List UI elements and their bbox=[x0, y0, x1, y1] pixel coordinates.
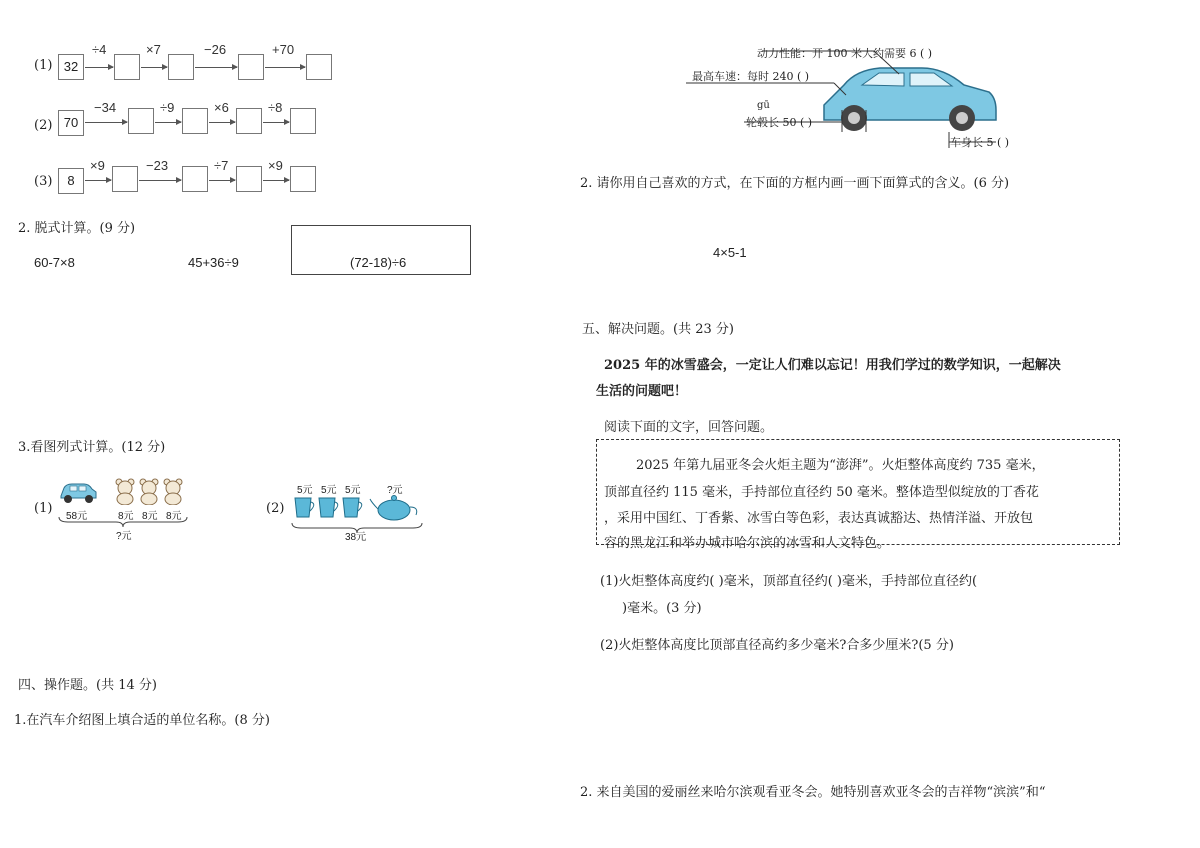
start-box: 32 bbox=[58, 54, 84, 80]
expr-1: 60-7×8 bbox=[34, 255, 75, 270]
fig2-label: (2) bbox=[266, 501, 285, 516]
section5-intro-1: 2025 年的冰雪盛会，一定让人们难以忘记！用我们学过的数学知识，一起解决 bbox=[604, 358, 1061, 373]
cups-and-teapot-icon bbox=[292, 493, 422, 523]
answer-box[interactable] bbox=[290, 166, 316, 192]
op-label: −34 bbox=[94, 100, 117, 115]
bear-price: 8元 bbox=[166, 511, 182, 522]
op-label: ÷7 bbox=[214, 158, 229, 173]
sub-question-1-cont: )毫米。(3 分) bbox=[622, 601, 702, 616]
car-icon bbox=[58, 478, 98, 506]
arrow bbox=[209, 122, 235, 123]
passage-line: ，采用中国红、丁香紫、冰雪白等色彩，表达真诚豁达、热情洋溢、开放包 bbox=[604, 511, 1034, 526]
right-q2-expr: 4×5-1 bbox=[713, 245, 747, 260]
total-label: 38元 bbox=[345, 532, 367, 543]
answer-box[interactable] bbox=[182, 108, 208, 134]
arrow bbox=[85, 122, 127, 123]
car-wheel-label: 轮毂长 50 ( ) bbox=[746, 116, 813, 129]
arrow bbox=[209, 180, 235, 181]
read-instruction: 阅读下面的文字，回答问题。 bbox=[604, 420, 774, 435]
expr-3: (72-18)÷6 bbox=[350, 255, 407, 270]
answer-box[interactable] bbox=[182, 166, 208, 192]
passage-line: 容的黑龙江和举办城市哈尔滨的冰雪和人文特色。 bbox=[604, 536, 891, 551]
row-label: (2) bbox=[34, 118, 53, 133]
bear-price: 8元 bbox=[142, 511, 158, 522]
right-q2-title: 2. 请你用自己喜欢的方式，在下面的方框内画一画下面算式的含义。(6 分) bbox=[580, 176, 1010, 191]
arrow bbox=[263, 180, 289, 181]
op-label: ×7 bbox=[146, 42, 161, 57]
arrow bbox=[265, 67, 305, 68]
op-label: ÷9 bbox=[160, 100, 175, 115]
arrow bbox=[139, 180, 181, 181]
arrow bbox=[141, 67, 167, 68]
q2-title: 2. 脱式计算。(9 分) bbox=[18, 221, 136, 236]
op-label: ×9 bbox=[90, 158, 105, 173]
section5-q2: 2. 来自美国的爱丽丝来哈尔滨观看亚冬会。她特别喜欢亚冬会的吉祥物“滨滨”和“ bbox=[580, 785, 1046, 800]
answer-box[interactable] bbox=[306, 54, 332, 80]
q3-title: 3.看图列式计算。(12 分) bbox=[18, 440, 166, 455]
answer-box[interactable] bbox=[168, 54, 194, 80]
op-label: ÷8 bbox=[268, 100, 283, 115]
car-speed-label: 最高车速：每时 240 ( ) bbox=[692, 70, 810, 83]
answer-box[interactable] bbox=[236, 108, 262, 134]
total-label: ?元 bbox=[116, 531, 132, 542]
teddy-bears-icon bbox=[113, 477, 185, 505]
arrow bbox=[85, 67, 113, 68]
arrow bbox=[85, 180, 111, 181]
answer-box[interactable] bbox=[112, 166, 138, 192]
arrow bbox=[195, 67, 237, 68]
car-price: 58元 bbox=[66, 511, 88, 522]
op-label: ×9 bbox=[268, 158, 283, 173]
passage-line: 2025 年第九届亚冬会火炬主题为“澎湃”。火炬整体高度约 735 毫米， bbox=[636, 458, 1045, 473]
answer-box[interactable] bbox=[128, 108, 154, 134]
sub-question-2: (2)火炬整体高度比顶部直径高约多少毫米?合多少厘米?(5 分) bbox=[600, 638, 954, 653]
op-label: +70 bbox=[272, 42, 295, 57]
pinyin-label: gū bbox=[757, 100, 770, 111]
section4-title: 四、操作题。(共 14 分) bbox=[18, 678, 157, 693]
cup-price: 5元 bbox=[345, 485, 361, 496]
car-body-label: 车身长 5 ( ) bbox=[950, 136, 1010, 149]
cup-price: 5元 bbox=[297, 485, 313, 496]
start-box: 70 bbox=[58, 110, 84, 136]
answer-box[interactable] bbox=[290, 108, 316, 134]
car-power-label: 动力性能：开 100 米大约需要 6 ( ) bbox=[757, 47, 933, 60]
section4-q1: 1.在汽车介绍图上填合适的单位名称。(8 分) bbox=[14, 713, 270, 728]
answer-box[interactable] bbox=[114, 54, 140, 80]
cup-price: 5元 bbox=[321, 485, 337, 496]
op-label: ×6 bbox=[214, 100, 229, 115]
op-label: −23 bbox=[146, 158, 169, 173]
answer-box[interactable] bbox=[238, 54, 264, 80]
answer-box[interactable] bbox=[236, 166, 262, 192]
sub-question-1: (1)火炬整体高度约( )毫米，顶部直径约( )毫米，手持部位直径约( bbox=[600, 574, 978, 589]
arrow bbox=[155, 122, 181, 123]
pot-price: ?元 bbox=[387, 485, 403, 496]
row-label: (3) bbox=[34, 174, 53, 189]
expr-2: 45+36÷9 bbox=[188, 255, 239, 270]
row-label: (1) bbox=[34, 58, 53, 73]
bear-price: 8元 bbox=[118, 511, 134, 522]
passage-line: 顶部直径约 115 毫米，手持部位直径约 50 毫米。整体造型似绽放的丁香花 bbox=[604, 485, 1039, 500]
op-label: −26 bbox=[204, 42, 227, 57]
arrow bbox=[263, 122, 289, 123]
start-box: 8 bbox=[58, 168, 84, 194]
section5-intro-2: 生活的问题吧！ bbox=[596, 384, 688, 399]
op-label: ÷4 bbox=[92, 42, 107, 57]
section5-title: 五、解决问题。(共 23 分) bbox=[582, 322, 734, 337]
fig1-label: (1) bbox=[34, 501, 53, 516]
